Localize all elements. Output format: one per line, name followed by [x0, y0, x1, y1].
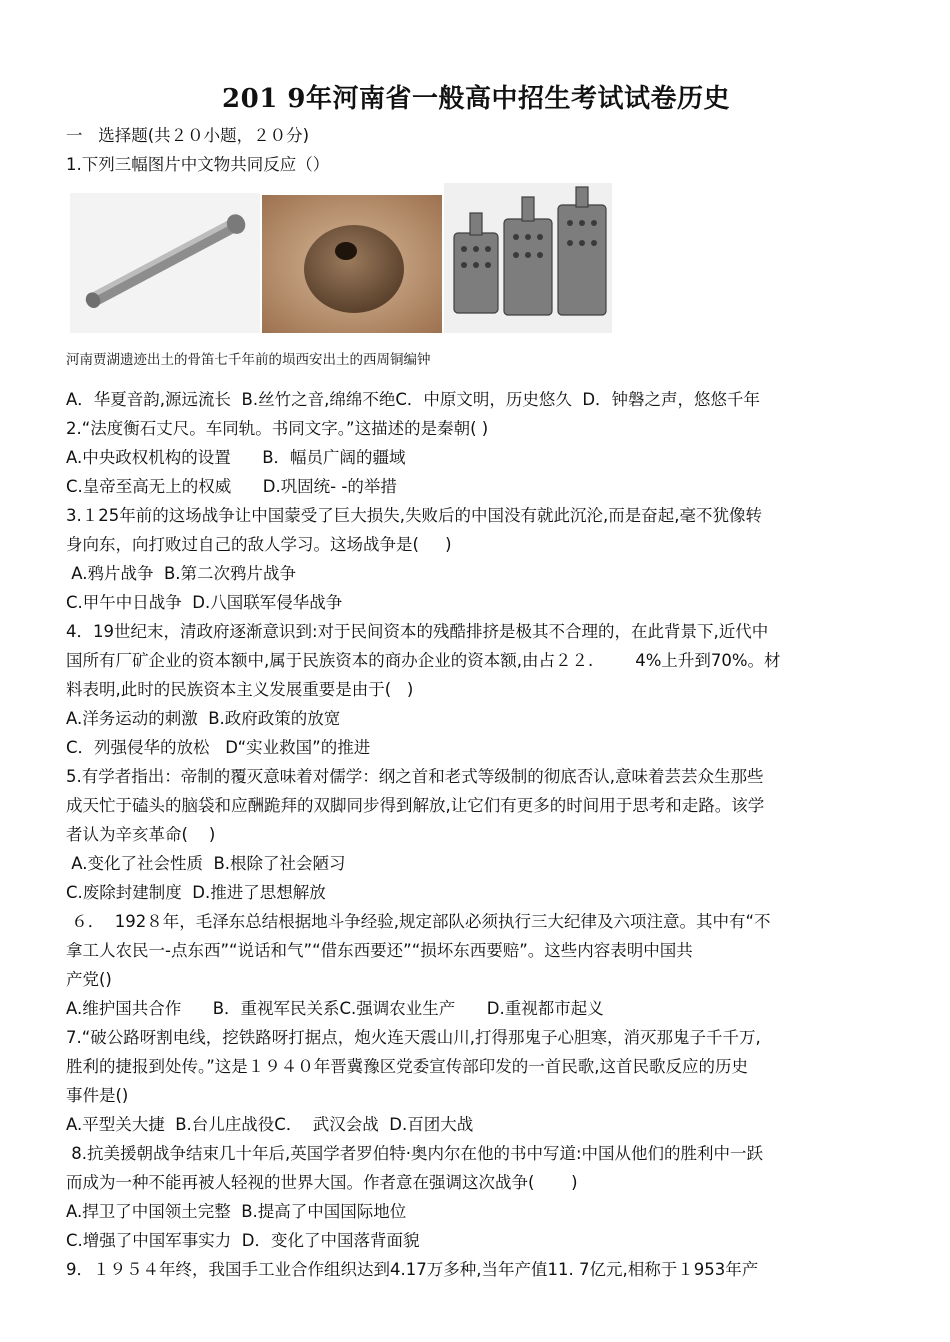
bone-flute-image — [70, 193, 260, 333]
question-2-options-1: A.中央政权机构的设置 B．幅员广阔的疆域 — [66, 447, 406, 467]
question-8-stem: 8.抗美援朝战争结束几十年后,英国学者罗伯特·奥内尔在他的书中写道:中国从他们的胜利中一跃 — [66, 1143, 764, 1163]
question-1-options: A．华夏音韵,源远流长 B.丝竹之音,绵绵不绝C．中原文明，历史悠久 D．钟磐之声，悠悠千年 — [66, 389, 761, 409]
question-7-stem: 7.“破公路呀割电线，挖铁路呀打据点，炮火连天震山川,打得那鬼子心胆寒，消灭那鬼子千千万, — [66, 1027, 761, 1047]
question-6-stem-cont-2: 产党() — [66, 969, 112, 989]
question-2-options-2: C.皇帝至高无上的权威 D.巩固统- -的举措 — [66, 476, 397, 496]
question-5-stem-cont: 成天忙于磕头的脑袋和应酬跪拜的双脚同步得到解放,让它们有更多的时间用于思考和走路。该学 — [66, 795, 765, 815]
question-5-stem-cont-2: 者认为辛亥革命( ) — [66, 824, 216, 844]
question-2-stem: 2.“法度衡石丈尺。车同轨。书同文字。”这描述的是秦朝( ) — [66, 418, 489, 438]
question-7-stem-cont-2: 事件是() — [66, 1085, 129, 1105]
artifact-images — [66, 183, 886, 341]
bronze-bells-image — [444, 183, 612, 333]
question-6-options: A.维护国共合作 B．重视军民关系C.强调农业生产 D.重视都市起义 — [66, 998, 604, 1018]
question-8-options-2: C.增强了中国军事实力 D．变化了中国落背面貌 — [66, 1230, 420, 1250]
clay-xun-image — [262, 195, 442, 333]
question-6-stem-cont: 拿工人农民一-点东西”“说话和气”“借东西要还”“损坏东西要赔”。这些内容表明中国共 — [66, 940, 693, 960]
question-4-options-1: A.洋务运动的刺激 B.政府政策的放宽 — [66, 708, 341, 728]
question-4-stem-cont: 国所有厂矿企业的资本额中,属于民族资本的商办企业的资本额,由占２２. 4%上升到70%。材 — [66, 650, 781, 670]
question-1-stem: 1.下列三幅图片中文物共同反应（） — [66, 155, 330, 174]
question-6-stem: ６． 192８年，毛泽东总结根据地斗争经验,规定部队必须执行三大纪律及六项注意。其中有“不 — [66, 911, 771, 931]
question-3-options-1: A.鸦片战争 B.第二次鸦片战争 — [66, 563, 297, 583]
question-3-options-2: C.甲午中日战争 D.八国联军侵华战争 — [66, 592, 343, 612]
question-7-options: A.平型关大捷 B.台儿庄战役C． 武汉会战 D.百团大战 — [66, 1114, 474, 1134]
question-5-options-1: A.变化了社会性质 B.根除了社会陋习 — [66, 853, 346, 873]
question-3-stem: 3.１25年前的这场战争让中国蒙受了巨大损失,失败后的中国没有就此沉沦,而是奋起,毫不犹像转 — [66, 505, 762, 525]
question-5-stem: 5.有学者指出：帝制的覆灭意味着对儒学：纲之首和老式等级制的彻底否认,意味着芸芸众生那些 — [66, 766, 764, 786]
question-4-options-2: C．列强侵华的放松 D“实业救国”的推进 — [66, 737, 371, 757]
question-9-stem: 9．１９５４年终，我国手工业合作组织达到4.17万多种,当年产值11. 7亿元,相称于１953年产 — [66, 1259, 759, 1279]
exam-page — [66, 78, 886, 1284]
question-7-stem-cont: 胜利的捷报到处传。”这是１９４０年晋冀豫区党委宣传部印发的一首民歌,这首民歌反应的历史 — [66, 1056, 749, 1076]
section-heading: 一 选择题(共２０小题，２０分) — [66, 126, 310, 145]
question-3-stem-cont: 身向东，向打败过自己的敌人学习。这场战争是( ) — [66, 534, 452, 554]
page-title: 201 9年河南省一般高中招生考试试卷历史 — [222, 84, 730, 114]
question-4-stem: 4．19世纪末，清政府逐渐意识到:对于民间资本的残酷排挤是极其不合理的，在此背景下,近代中 — [66, 621, 769, 641]
question-5-options-2: C.废除封建制度 D.推进了思想解放 — [66, 882, 326, 902]
question-4-stem-cont-2: 料表明,此时的民族资本主义发展重要是由于( ) — [66, 679, 414, 699]
question-8-stem-cont: 而成为一种不能再被人轻视的世界大国。作者意在强调这次战争( ) — [66, 1172, 578, 1192]
image-caption: 河南贾湖遗迹出土的骨笛七千年前的埙西安出土的西周铜编钟 — [66, 352, 431, 368]
question-8-options-1: A.捍卫了中国领土完整 B.提高了中国国际地位 — [66, 1201, 407, 1221]
